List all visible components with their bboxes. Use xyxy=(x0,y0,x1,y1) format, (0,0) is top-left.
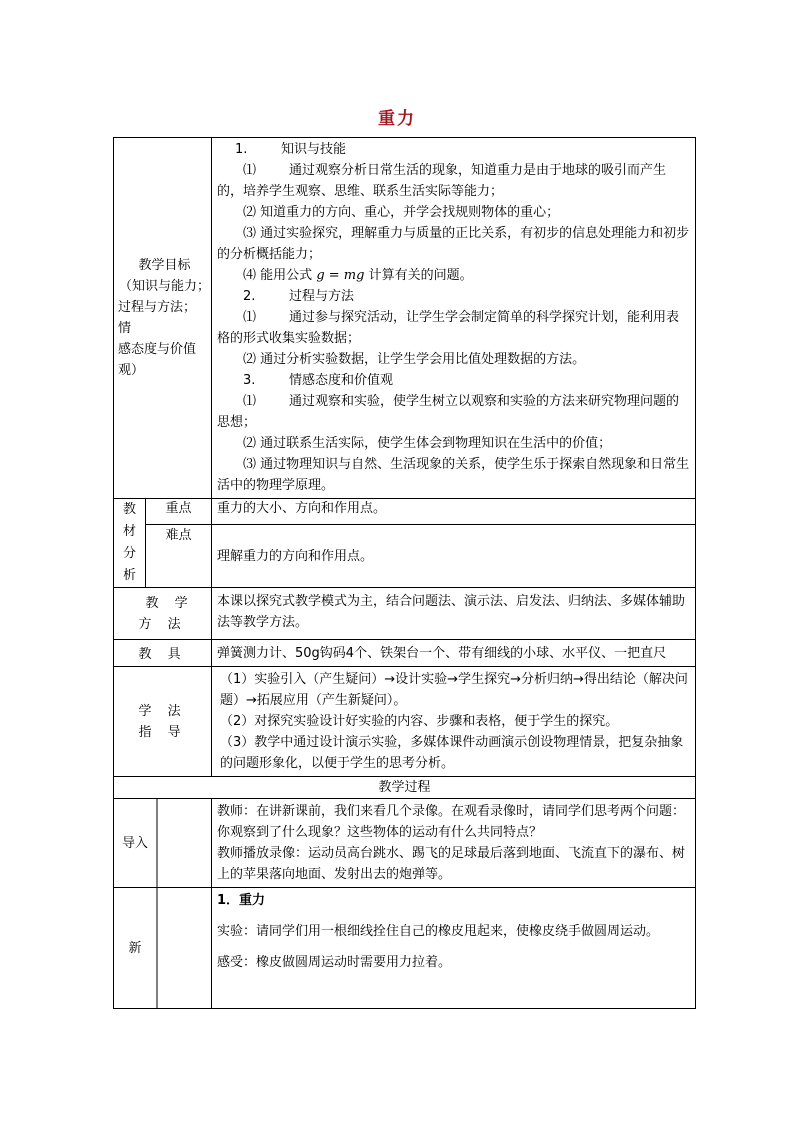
goals-item: ⑵ 通过联系生活实际，使学生体会到物理知识在生活中的价值； xyxy=(243,436,612,451)
guidance-label-line: 指 导 xyxy=(138,724,187,740)
guidance-row xyxy=(114,667,696,777)
process-heading: 教学过程 xyxy=(114,777,696,799)
method-row xyxy=(114,588,696,640)
gravity-formula: g = mg xyxy=(316,268,365,283)
intro-line: 教师播放录像：运动员高台跳水、踢飞的足球最后落到地面、飞流直下的瀑布、树上的苹果落向地面、发射出去的炮弹等。 xyxy=(217,846,686,882)
tools-label: 教 具 xyxy=(114,640,212,667)
method-label-cell xyxy=(114,588,212,640)
goals-section-heading: 2. 过程与方法 xyxy=(243,289,355,304)
method-label-line: 教 学 xyxy=(145,595,194,611)
goals-label-line: 情 xyxy=(118,321,132,336)
guidance-label-cell xyxy=(114,667,212,777)
goals-item: ⑴ 通过观察分析日常生活的现象，知道重力是由于地球的吸引而产生的，培养学生观察、思维、联系生活实际等能力； xyxy=(217,163,667,199)
goals-section-heading: 3. 情感态度和价值观 xyxy=(243,373,394,388)
goals-item: ⑶ 通过物理知识与自然、生活现象的关系，使学生乐于探索自然现象和日常生活中的物理学原理。 xyxy=(217,457,690,493)
goals-item: ⑴ 通过观察和实验，使学生树立以观察和实验的方法来研究物理问题的思想； xyxy=(217,394,680,430)
intro-label-text: 导入 xyxy=(121,835,148,851)
material-label-char: 分 xyxy=(122,546,136,561)
intro-content xyxy=(212,799,696,888)
goals-label-line: 感态度与价值 xyxy=(118,342,197,357)
new-lesson-content xyxy=(212,888,696,1009)
new-lesson-label: 新 xyxy=(128,940,142,956)
new-lesson-heading: 1．重力 xyxy=(217,893,266,908)
goals-item: ⑵ 通过分析实验数据，让学生学会用比值处理数据的方法。 xyxy=(243,352,586,367)
goals-label-line: 教学目标 xyxy=(138,258,191,273)
intro-line: 教师：在讲新课前，我们来看几个录像。在观看录像时，请同学们思考两个问题：你观察到了什么现象？这些物体的运动有什么共同特点？ xyxy=(217,804,686,840)
goals-label-line: 观） xyxy=(118,363,145,378)
new-lesson-label-cell xyxy=(114,888,212,1009)
guidance-content xyxy=(212,667,696,777)
goals-label-cell xyxy=(114,138,212,499)
intro-label xyxy=(114,799,212,888)
goals-item: ⑶ 通过实验探究，理解重力与质量的正比关系，有初步的信息处理能力和初步的分析概括能力； xyxy=(217,226,690,262)
method-text: 本课以探究式教学模式为主，结合问题法、演示法、启发法、归纳法、多媒体辅助法等教学方法。 xyxy=(212,588,696,640)
goals-item: ⑵ 知道重力的方向、重心，并学会找规则物体的重心； xyxy=(243,205,560,220)
goals-row xyxy=(114,138,696,499)
process-heading-row xyxy=(114,777,696,799)
goals-item: ⑴ 通过参与探究活动，让学生学会制定简单的科学探究计划，能利用表格的形式收集实验数据； xyxy=(217,310,680,346)
material-label-char: 教 xyxy=(122,502,136,517)
material-label-char: 材 xyxy=(122,524,136,539)
goals-content-cell xyxy=(212,138,696,499)
method-label-line: 方 法 xyxy=(138,616,187,632)
new-lesson-line: 感受：橡皮做圆周运动时需要用力拉着。 xyxy=(217,955,452,970)
material-label-cell xyxy=(114,499,146,588)
tools-text: 弹簧测力计、50g钩码4个、铁架台一个、带有细线的小球、水平仪、一把直尺 xyxy=(212,640,696,667)
goals-label-line: 过程与方法； xyxy=(118,300,197,315)
guidance-item: （3）教学中通过设计演示实验，多媒体课件动画演示创设物理情景，把复杂抽象的问题形象化，以便于学生的思考分析。 xyxy=(220,735,684,771)
key-point-text: 重力的大小、方向和作用点。 xyxy=(212,499,696,525)
goals-label-line: （知识与能力； xyxy=(119,279,211,294)
difficulty-label: 难点 xyxy=(146,525,212,588)
difficulty-text: 理解重力的方向和作用点。 xyxy=(212,525,696,588)
page-title: 重力 xyxy=(378,109,416,129)
material-label-char: 析 xyxy=(122,568,136,583)
new-lesson-row xyxy=(114,888,696,1009)
key-point-row xyxy=(114,499,696,525)
new-lesson-line: 实验：请同学们用一根细线拴住自己的橡皮甩起来，使橡皮绕手做圆周运动。 xyxy=(217,924,660,939)
goals-section-heading: 1. 知识与技能 xyxy=(235,142,347,157)
goals-formula-item: ⑷ 能用公式 g = mg 计算有关的问题。 xyxy=(243,268,473,283)
intro-row xyxy=(114,799,696,888)
guidance-label-line: 学 法 xyxy=(138,703,187,719)
guidance-item: （1）实验引入（产生疑问）→设计实验→学生探究→分析归纳→得出结论（解决问题）→拓展应用（产生新疑问）。 xyxy=(220,672,688,708)
guidance-item: （2）对探究实验设计好实验的内容、步骤和表格，便于学生的探究。 xyxy=(220,714,619,729)
lesson-plan-table xyxy=(113,137,696,1009)
key-point-label: 重点 xyxy=(146,499,212,525)
difficulty-row xyxy=(114,525,696,588)
tools-row xyxy=(114,640,696,667)
